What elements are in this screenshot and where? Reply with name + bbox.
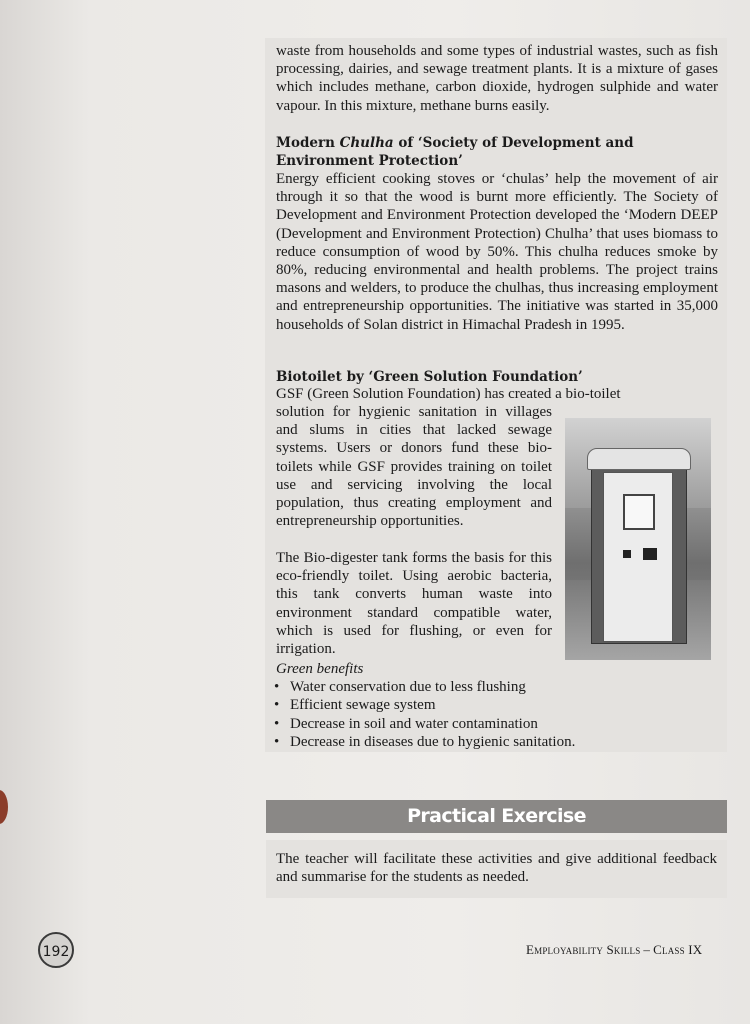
chulha-heading [276,134,716,170]
practical-exercise-box [266,840,727,898]
book-title: Employability Skills [526,942,641,957]
class-label: Class IX [653,942,703,957]
green-benefits-label: Green benefits [276,661,364,677]
chulha-heading-post: of ‘Society of Development and Environment Protection’ [276,135,634,169]
chulha-paragraph: Energy efficient cooking stoves or ‘chulas’ help the movement of air through it so that the wood is burnt more efficiently. The Society of Development and Environment Protection developed the ‘Modern DEEP (Development and Environment Protection) Chulha’ that uses biomass to reduce consumption of wood by 50%. This chulha reduces smoke by 80%, reducing environmental and health problems. The project trains masons and welders, to produce the chulhas, thus increasing employment and entrepreneurship opportunities. The initiative was started in 35,000 households of Solan district in Himachal Pradesh in 1995. [276,171,718,333]
biotoilet-photo [565,418,711,660]
list-item: • Efficient sewage system [274,696,575,714]
biotoilet-heading: Biotoilet by ‘Green Solution Foundation’ [276,369,583,385]
booth-latch [623,550,631,558]
intro-paragraph: waste from households and some types of industrial wastes, such as fish processing, dairies, and sewage treatment plants. It is a mixture of gases which includes methane, carbon dioxide, hydrogen sulphide and water vapour. In this mixture, methane burns easily. [276,43,718,114]
biotoilet-first-line: GSF (Green Solution Foundation) has created a bio-toilet [276,386,621,402]
list-item: • Decrease in diseases due to hygienic sanitation. [274,733,575,751]
list-item: • Water conservation due to less flushing [274,678,575,696]
booth-lock-indicator [643,548,657,560]
footer-dash: – [643,942,651,957]
practical-exercise-heading: Practical Exercise [266,800,727,833]
chulha-heading-pre: Modern [276,135,340,151]
toilet-booth [587,448,691,648]
booth-window [623,494,655,530]
page-number: 192 [38,932,74,968]
running-footer [526,942,702,958]
practical-exercise-text: The teacher will facilitate these activities and give additional feedback and summarise for the students as needed. [276,851,717,886]
biotoilet-paragraph: solution for hygienic sanitation in villages and slums in cities that lacked sewage systems. Users or donors fund these bio-toilets while GSF provides training on toilet use and servicing involving the local population, thus creating employment and entrepreneurship opportunities. [276,404,552,530]
biodigester-paragraph: The Bio-digester tank forms the basis for this eco-friendly toilet. Using aerobic bacteria, this tank converts human waste into environment standard compatible water, which is used for flushing, or even for irrigation. [276,550,552,658]
green-benefits-list [274,678,575,751]
booth-roof [587,448,691,470]
chulha-heading-italic: Chulha [339,135,394,151]
list-item: • Decrease in soil and water contamination [274,715,575,733]
